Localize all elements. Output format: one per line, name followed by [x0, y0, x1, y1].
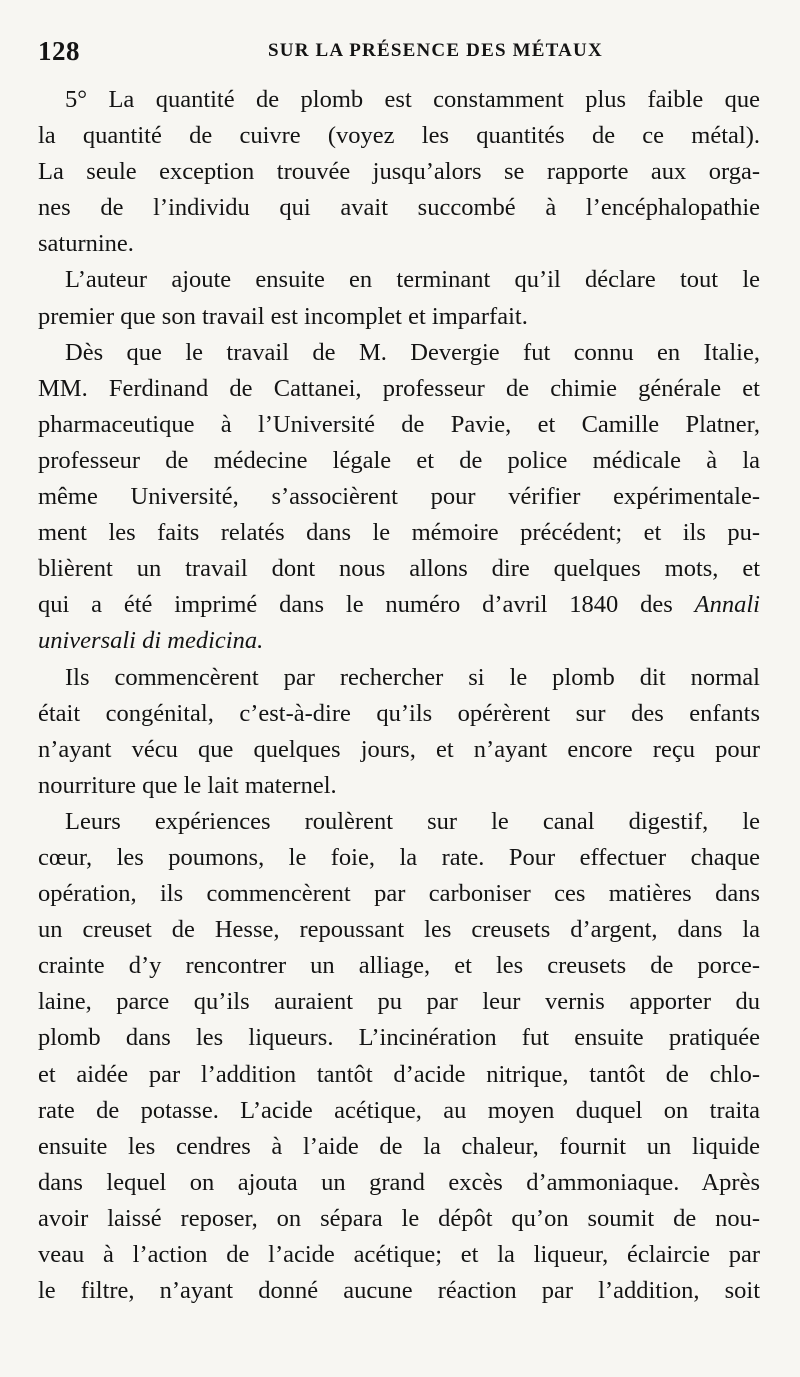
- line-text: crainte d’y rencontrer un alliage, et les creusets de porce-: [38, 952, 760, 980]
- line-text: ment les faits relatés dans le mémoire précédent; et ils pu-: [38, 519, 760, 547]
- text-line: [38, 1020, 760, 1056]
- line-text: premier que son travail est incomplet et imparfait.: [38, 302, 528, 330]
- text-line: [38, 1093, 760, 1129]
- body-text: [38, 82, 760, 1309]
- line-text: plomb dans les liqueurs. L’incinération fut ensuite pratiquée: [38, 1024, 760, 1052]
- text-line: [38, 587, 760, 623]
- text-line: [38, 551, 760, 587]
- text-line: [38, 1129, 760, 1165]
- line-text: un creuset de Hesse, repoussant les creusets d’argent, dans la: [38, 916, 760, 944]
- line-text: Leurs expériences roulèrent sur le canal digestif, le: [65, 807, 760, 835]
- line-text: qui a été imprimé dans le numéro d’avril 1840 des: [38, 591, 695, 619]
- text-line: [38, 912, 760, 948]
- line-text: rate de potasse. L’acide acétique, au moyen duquel on traita: [38, 1096, 760, 1124]
- text-line: [38, 768, 760, 804]
- line-text: pharmaceutique à l’Université de Pavie, et Camille Platner,: [38, 410, 760, 438]
- line-text: cœur, les poumons, le foie, la rate. Pour effectuer chaque: [38, 843, 760, 871]
- text-line: [38, 876, 760, 912]
- line-text: MM. Ferdinand de Cattanei, professeur de chimie générale et: [38, 374, 760, 402]
- line-text: professeur de médecine légale et de police médicale à la: [38, 446, 760, 474]
- text-line: [38, 479, 760, 515]
- text-line: [38, 623, 760, 659]
- line-text: nes de l’individu qui avait succombé à l’encéphalopathie: [38, 194, 760, 222]
- text-line: [38, 1057, 760, 1093]
- text-line: [38, 1165, 760, 1201]
- text-line: [38, 732, 760, 768]
- text-line: [38, 1201, 760, 1237]
- line-text: saturnine.: [38, 230, 134, 258]
- line-text: opération, ils commencèrent par carboniser ces matières dans: [38, 880, 760, 908]
- text-line: [38, 407, 760, 443]
- text-line: [38, 696, 760, 732]
- running-head: [38, 36, 760, 68]
- line-text: la quantité de cuivre (voyez les quantités de ce métal).: [38, 122, 760, 150]
- text-line: [38, 154, 760, 190]
- line-text: ensuite les cendres à l’aide de la chaleur, fournit un liquide: [38, 1132, 760, 1160]
- text-line: [38, 515, 760, 551]
- line-text: le filtre, n’ayant donné aucune réaction par l’addition, soit: [38, 1277, 760, 1305]
- text-line: [38, 804, 760, 840]
- line-text: nourriture que le lait maternel.: [38, 771, 337, 799]
- line-text: était congénital, c’est-à-dire qu’ils opérèrent sur des enfants: [38, 699, 760, 727]
- line-text: Dès que le travail de M. Devergie fut connu en Italie,: [65, 338, 760, 366]
- line-text: n’ayant vécu que quelques jours, et n’ayant encore reçu pour: [38, 735, 760, 763]
- line-text: laine, parce qu’ils auraient pu par leur vernis apporter du: [38, 988, 760, 1016]
- text-line: [38, 1273, 760, 1309]
- line-text: La seule exception trouvée jusqu’alors se rapporte aux orga-: [38, 158, 760, 186]
- text-line: [38, 371, 760, 407]
- line-italic-text: universali di medicina.: [38, 627, 264, 655]
- text-line: [38, 190, 760, 226]
- text-line: [38, 335, 760, 371]
- line-text: et aidée par l’addition tantôt d’acide nitrique, tantôt de chlo-: [38, 1060, 760, 1088]
- text-line: [38, 840, 760, 876]
- text-line: [38, 984, 760, 1020]
- line-text: avoir laissé reposer, on sépara le dépôt qu’on soumit de nou-: [38, 1204, 760, 1232]
- text-line: [38, 299, 760, 335]
- line-text: dans lequel on ajouta un grand excès d’ammoniaque. Après: [38, 1168, 760, 1196]
- text-line: [38, 262, 760, 298]
- text-line: [38, 660, 760, 696]
- line-text: veau à l’action de l’acide acétique; et la liqueur, éclaircie par: [38, 1241, 760, 1268]
- line-text: blièrent un travail dont nous allons dire quelques mots, et: [38, 555, 760, 583]
- line-text: L’auteur ajoute ensuite en terminant qu’il déclare tout le: [65, 266, 760, 294]
- line-text: Ils commencèrent par rechercher si le plomb dit normal: [65, 663, 760, 691]
- line-text: même Université, s’associèrent pour vérifier expérimentale-: [38, 483, 760, 511]
- page-number: 128: [38, 36, 80, 66]
- text-line: [38, 226, 760, 262]
- text-line: [38, 948, 760, 984]
- line-italic-text: Annali: [694, 591, 760, 619]
- line-text: 5° La quantité de plomb est constamment plus faible que: [65, 86, 760, 113]
- text-line: [38, 118, 760, 154]
- text-line: [38, 443, 760, 479]
- text-line: [38, 1237, 760, 1273]
- text-line: [38, 82, 760, 118]
- running-title: SUR LA PRÉSENCE DES MÉTAUX: [268, 40, 603, 61]
